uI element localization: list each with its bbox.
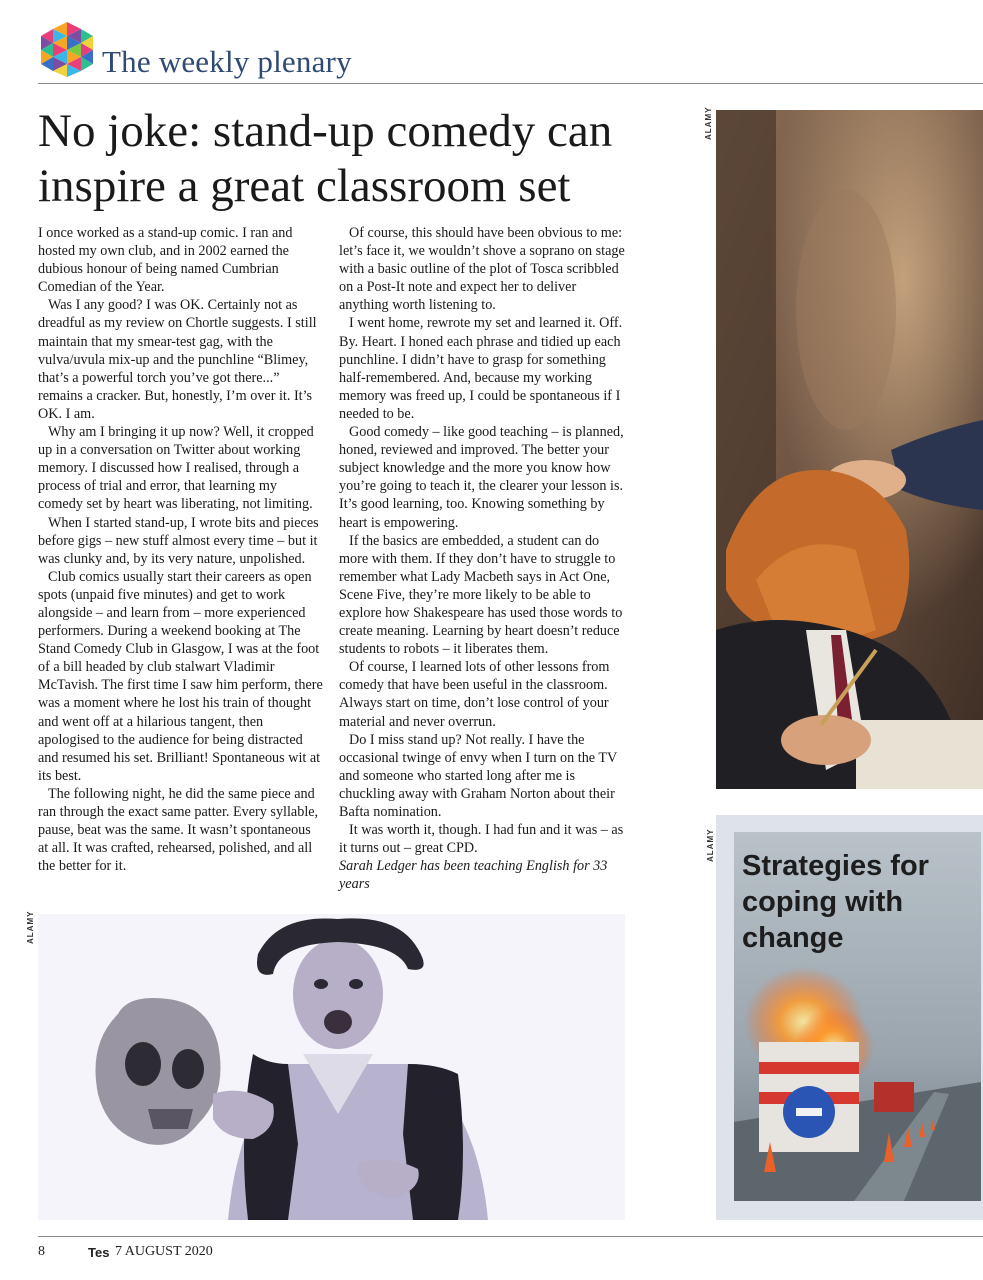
paragraph: Why am I bringing it up now? Well, it cropped up in a conversation on Twitter about working memory. I discussed how I realised, through a process of trial and error, that learning my comedy set by heart was liberating, not limiting. (38, 424, 314, 513)
paragraph: Of course, I learned lots of other lessons from comedy that have been useful in the classroom. Always start on time, don’t lose control of your material and never overrun. (339, 659, 610, 730)
comedian-with-skull-photo (38, 914, 625, 1220)
promo-title: Strategies for coping with change (742, 850, 929, 954)
paragraph: If the basics are embedded, a student can do more with them. If they don’t have to struggle to remember what Lady Macbeth says in Act One, Scene Five, they’re more likely to be able to explore how Shakespeare has used those words to create meaning. Learning by heart doesn’t reduce students to robots – it liberates them. (339, 532, 623, 658)
photo-credit: ALAMY (704, 106, 713, 140)
photo-credit: ALAMY (26, 910, 35, 944)
paragraph: It was worth it, though. I had fun and it was – as it turns out – great CPD. (339, 822, 624, 857)
student-writing-photo (716, 110, 983, 789)
paragraph: Good comedy – like good teaching – is planned, honed, reviewed and improved. The better your subject knowledge and the more you know how you’re going to teach it, the clearer your lesson is. It’s good learning, too. Knowing something by heart is empowering. (339, 424, 624, 531)
article-headline: No joke: stand-up comedy can inspire a great classroom set (38, 105, 613, 212)
paragraph: When I started stand-up, I wrote bits and pieces before gigs – new stuff almost every time – but it was clunky and, by its very nature, unpolished. (38, 514, 319, 567)
paragraph: Of course, this should have been obvious to me: let’s face it, we wouldn’t shove a soprano on stage with a basic outline of the plot of Tosca scribbled on a Post-It note and expect her to deliver anything worth listening to. (339, 225, 625, 314)
paragraph: The following night, he did the same piece and ran through the exact same patter. Every syllable, pause, beat was the same. It wasn’t spontaneous at all. It was crafted, rehearsed, polished, and all the better for it. (38, 785, 319, 875)
article-column-1 (38, 224, 323, 875)
promo-box[interactable] (716, 815, 983, 1220)
paragraph: Was I any good? I was OK. Certainly not as dreadful as my review on Chortle suggests. I still maintain that my smear-test gag, with the vulva/uvula mix-up and the punchline “Blimey, that’s a powerful torch you’ve got there...” remains a cracker. But, honestly, I’m over it. It’s OK. I am. (38, 297, 317, 422)
photo-credit: ALAMY (706, 828, 715, 862)
tes-mosaic-logo-icon (38, 20, 96, 78)
publication-name: Tes (88, 1245, 110, 1260)
author-byline: Sarah Ledger has been teaching English for 33 years (339, 858, 608, 893)
paragraph: I went home, rewrote my set and learned it. Off. By. Heart. I honed each phrase and tidied up each punchline. I didn’t have to grasp for something half-remembered. And, because my working memory was freed up, I could be spontaneous if I needed to be. (339, 315, 623, 422)
paragraph: I once worked as a stand-up comic. I ran and hosted my own club, and in 2002 earned the dubious honour of being named Cumbrian Comedian of the Year. (38, 225, 293, 296)
page-number: 8 (38, 1244, 45, 1259)
header-divider (38, 83, 983, 84)
paragraph: Club comics usually start their careers as open spots (unpaid five minutes) and get to work alongside – and learn from – more experienced performers. During a weekend booking at The Stand Comedy Club in Glasgow, I was at the foot of a bill headed by club stalwart Vladimir McTavish. The first time I saw him perform, there was a moment where he lost his train of thought and went off at a hilarious tangent, then apologised to the audience for being distracted and resumed his set. Brilliant! Spontaneous wit at its best. (38, 568, 323, 784)
article-column-2 (339, 224, 626, 893)
issue-date: 7 AUGUST 2020 (115, 1244, 213, 1259)
footer-divider (38, 1236, 983, 1237)
section-title: The weekly plenary (102, 44, 352, 79)
paragraph: Do I miss stand up? Not really. I have the occasional twinge of envy when I turn on the TV and someone who started long after me is chuckling away with Graham Norton about their Bafta nomination. (339, 731, 618, 820)
